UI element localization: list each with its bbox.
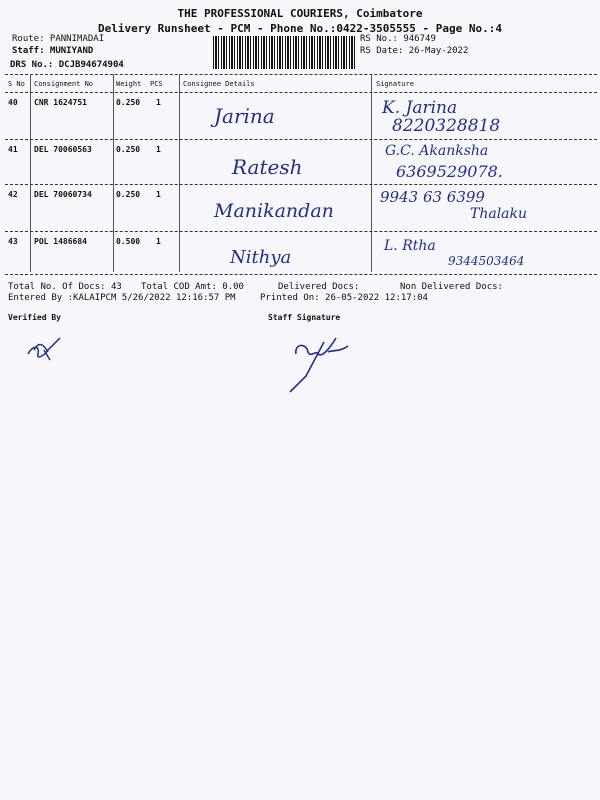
consignee-handwriting: Nithya bbox=[230, 247, 292, 268]
consignee-handwriting: Manikandan bbox=[214, 200, 334, 222]
company-title: THE PROFESSIONAL COURIERS, Coimbatore bbox=[177, 7, 423, 20]
col-divider-3 bbox=[179, 74, 180, 272]
total-cod-amount: Total COD Amt: 0.00 bbox=[141, 282, 244, 292]
row-pcs: 1 bbox=[156, 190, 161, 199]
staff-signature-label: Staff Signature bbox=[268, 313, 341, 322]
drs-number: DRS No.: DCJB94674904 bbox=[10, 60, 124, 70]
entered-by: Entered By :KALAIPCM 5/26/2022 12:16:57 PM bbox=[8, 293, 236, 303]
signature-phone: 6369529078. bbox=[396, 162, 503, 181]
signature-handwriting: G.C. Akanksha bbox=[385, 143, 489, 159]
runsheet-title: Delivery Runsheet - PCM - Phone No.:0422-3505555 - Page No.:4 bbox=[98, 22, 502, 35]
col-header-weight: Weight bbox=[116, 80, 142, 88]
row-rule bbox=[5, 231, 597, 232]
rs-number: RS No.: 946749 bbox=[360, 34, 436, 44]
col-header-signature: Signature bbox=[376, 80, 414, 88]
delivered-docs: Delivered Docs: bbox=[278, 282, 360, 292]
signature-handwriting: L. Rtha bbox=[384, 238, 436, 254]
verified-by-label: Verified By bbox=[8, 313, 61, 322]
route-label: Route: PANNIMADAI bbox=[12, 34, 105, 44]
printed-on: Printed On: 26-05-2022 12:17:04 bbox=[260, 293, 428, 303]
rs-date: RS Date: 26-May-2022 bbox=[360, 46, 469, 56]
signature-handwriting: K. Jarina bbox=[382, 98, 458, 118]
row-rule bbox=[5, 139, 597, 140]
row-sno: 40 bbox=[8, 98, 18, 107]
col-header-consignment: Consignment No bbox=[34, 80, 94, 88]
consignee-handwriting: Ratesh bbox=[232, 155, 303, 179]
row-pcs: 1 bbox=[156, 145, 161, 154]
signature-handwriting: 9943 63 6399 bbox=[380, 188, 485, 206]
total-docs: Total No. Of Docs: 43 bbox=[8, 282, 122, 292]
row-consignment: DEL 70060563 bbox=[34, 145, 92, 154]
header-rule bbox=[5, 92, 597, 93]
row-consignment: DEL 70060734 bbox=[34, 190, 92, 199]
signature-phone: Thalaku bbox=[470, 206, 528, 222]
row-weight: 0.500 bbox=[116, 237, 141, 246]
row-weight: 0.250 bbox=[116, 98, 141, 107]
signature-phone: 9344503464 bbox=[448, 254, 525, 268]
col-header-sno: S No bbox=[8, 80, 25, 88]
barcode-image bbox=[213, 36, 355, 69]
row-pcs: 1 bbox=[156, 237, 161, 246]
signature-phone: 8220328818 bbox=[392, 116, 501, 136]
col-divider-2 bbox=[113, 74, 114, 272]
row-rule bbox=[5, 184, 597, 185]
col-header-pcs: PCS bbox=[150, 80, 163, 88]
row-sno: 43 bbox=[8, 237, 18, 246]
verifier-signature-scribble bbox=[24, 330, 64, 370]
table-top-rule bbox=[5, 74, 597, 75]
staff-label: Staff: MUNIYAND bbox=[12, 46, 94, 56]
row-weight: 0.250 bbox=[116, 145, 141, 154]
row-consignment: POL 1486684 bbox=[34, 237, 87, 246]
row-sno: 42 bbox=[8, 190, 18, 199]
row-pcs: 1 bbox=[156, 98, 161, 107]
table-bottom-rule bbox=[5, 274, 597, 275]
col-divider-1 bbox=[30, 74, 31, 272]
col-header-consignee: Consignee Details bbox=[183, 80, 255, 88]
row-sno: 41 bbox=[8, 145, 18, 154]
row-weight: 0.250 bbox=[116, 190, 141, 199]
consignee-handwriting: Jarina bbox=[214, 104, 275, 128]
staff-signature-scribble bbox=[282, 328, 362, 398]
non-delivered-docs: Non Delivered Docs: bbox=[400, 282, 503, 292]
col-divider-4 bbox=[371, 74, 372, 272]
row-consignment: CNR 1624751 bbox=[34, 98, 87, 107]
